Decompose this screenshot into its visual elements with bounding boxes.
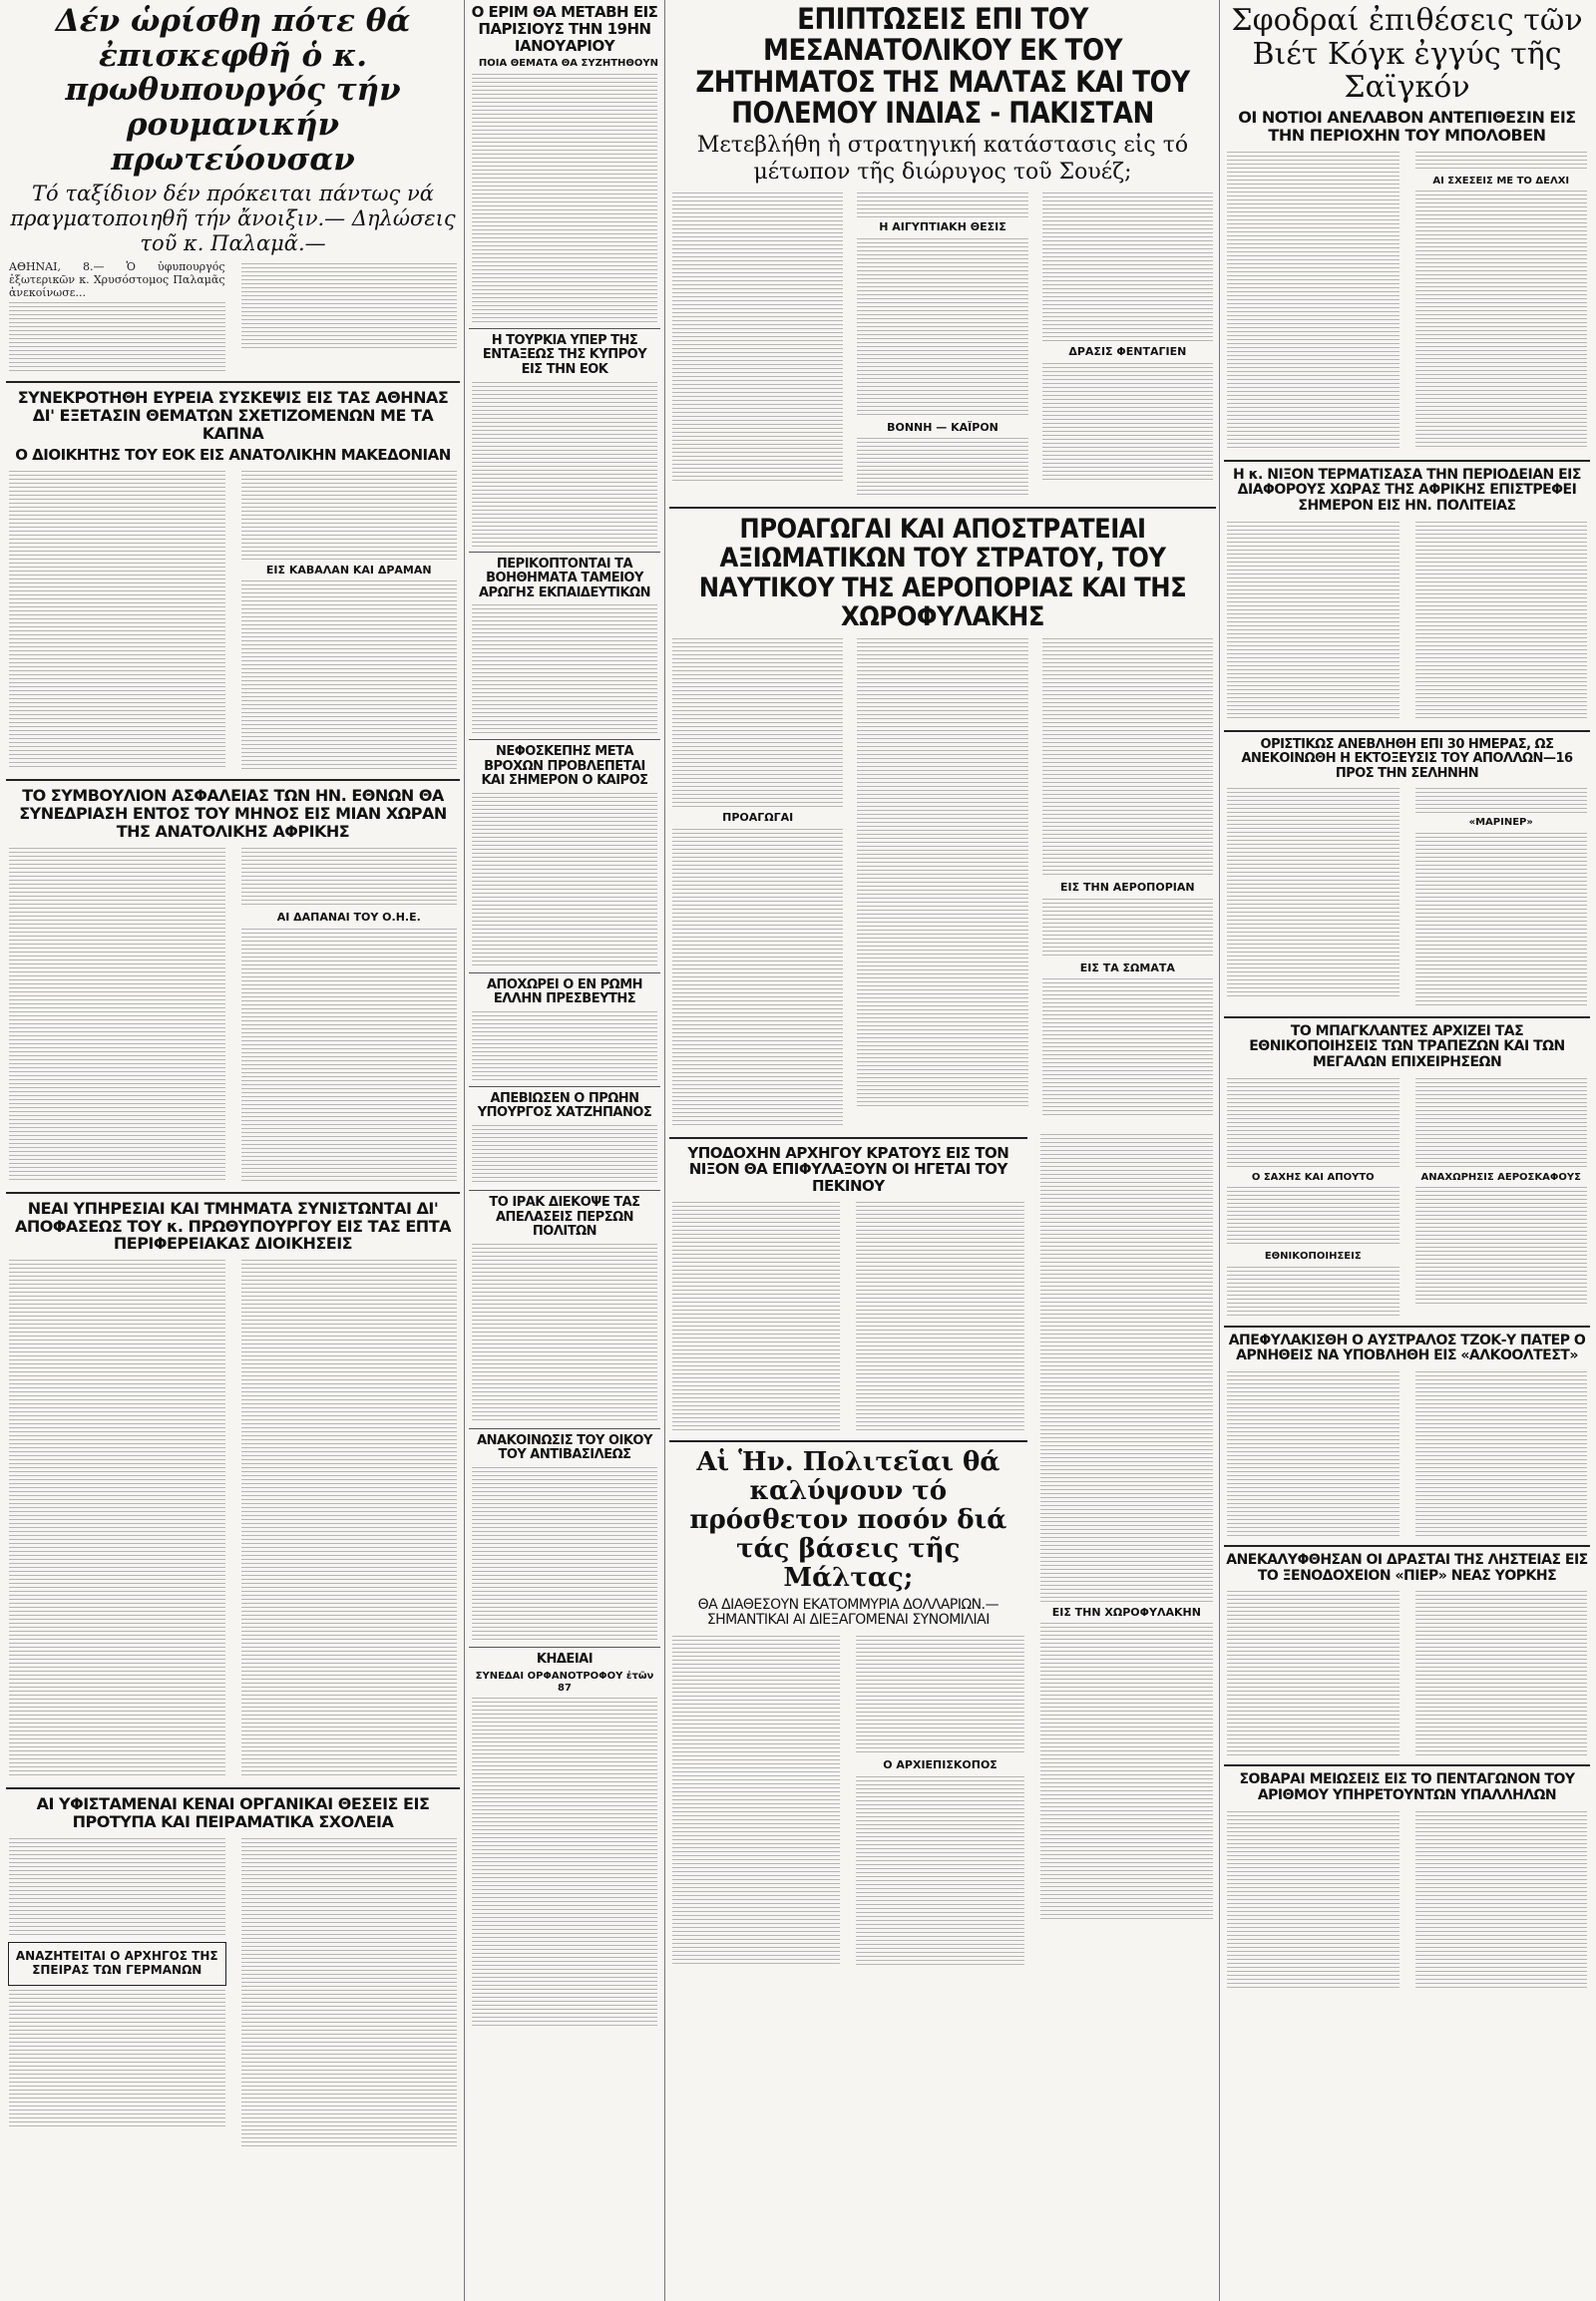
text-block	[1040, 1623, 1213, 1922]
divider	[1224, 1326, 1590, 1328]
headline-iraq: ΤΟ ΙΡΑΚ ΔΙΕΚΟΨΕ ΤΑΣ ΑΠΕΛΑΣΕΙΣ ΠΕΡΣΩΝ ΠΟΛΙΤΩΝ	[489, 1195, 640, 1240]
text-block	[1227, 1187, 1399, 1247]
divider	[669, 507, 1216, 509]
subheadline-malta-bases: ΘΑ ΔΙΑΘΕΣΟΥΝ ΕΚΑΤΟΜΜΥΡΙΑ ΔΟΛΛΑΡΙΩΝ.—ΣΗΜΑΝΤΙΚΑΙ ΑΙ ΔΙΕΞΑΓΟΜΕΝΑΙ ΣΥΝΟΜΙΛΙΑΙ	[697, 1596, 999, 1629]
subheadline-tobacco: Ο ΔΙΟΙΚΗΤΗΣ ΤΟΥ ΕΟΚ ΕΙΣ ΑΝΑΤΟΛΙΚΗΝ ΜΑΚΕΔΟΝΙΑΝ	[15, 445, 451, 464]
divider	[6, 1787, 460, 1789]
boxed-story	[8, 1942, 226, 1986]
headline-promotions: ΠΡΟΑΓΩΓΑΙ ΚΑΙ ΑΠΟΣΤΡΑΤΕΙΑΙ ΑΞΙΩΜΑΤΙΚΩΝ ΤΟΥ ΣΤΡΑΤΟΥ, ΤΟΥ ΝΑΥΤΙΚΟΥ ΤΗΣ ΑΕΡΟΠΟΡΙΑΣ ΚΑΙ ΤΗΣ ΧΩΡΟΦΥΛΑΚΗΣ	[698, 514, 1187, 632]
text-block	[1415, 788, 1588, 813]
text-block	[1227, 522, 1399, 721]
text-block	[9, 848, 225, 1182]
headline-security-council: ΤΟ ΣΥΜΒΟΥΛΙΟΝ ΑΣΦΑΛΕΙΑΣ ΤΩΝ ΗΝ. ΕΘΝΩΝ ΘΑ ΣΥΝΕΔΡΙΑΣΗ ΕΝΤΟΣ ΤΟΥ ΜΗΝΟΣ ΕΙΣ ΜΙΑΝ ΧΩΡΑΝ ΤΗΣ ΑΝΑΤΟΛΙΚΗΣ ΑΦΡΙΚΗΣ	[19, 786, 447, 842]
text-block	[9, 1990, 225, 2129]
subheadline-palamas: Τό ταξίδιον δέν πρόκειται πάντως νά πραγματοποιηθῆ τήν ἄνοιξιν.— Δηλώσεις τοῦ κ. Παλαμᾶ.—	[10, 181, 456, 255]
kicker-bonn-cairo: ΒΟΝΝΗ — ΚΑΪΡΟΝ	[887, 420, 998, 434]
divider	[469, 1190, 660, 1191]
text-block	[672, 1636, 840, 1965]
text-block	[1415, 1371, 1588, 1536]
text-block	[1227, 1811, 1399, 1991]
text-block	[1227, 1267, 1399, 1317]
headline-vietcong: Σφοδραί ἐπιθέσεις τῶν Βιέτ Κόγκ ἐγγύς τῆς Σαϊγκόν	[1231, 3, 1583, 106]
text-block	[1227, 788, 1399, 997]
kicker-gendarmerie: ΕΙΣ ΤΗΝ ΧΩΡΟΦΥΛΑΚΗΝ	[1051, 1605, 1201, 1619]
text-block	[672, 1202, 840, 1431]
text-block	[241, 263, 458, 348]
kicker-erim: ΠΟΙΑ ΘΕΜΑΤΑ ΘΑ ΣΥΖΗΤΗΘΟΥΝ	[478, 58, 658, 70]
kicker-funerals: ΣΥΝΕΔΑΙ ΟΡΦΑΝΟΤΡΟΦΟΥ ἐτῶν 87	[475, 1671, 654, 1694]
headline-new-services: ΝΕΑΙ ΥΠΗΡΕΣΙΑΙ ΚΑΙ ΤΜΗΜΑΤΑ ΣΥΝΙΣΤΩΝΤΑΙ ΔΙ' ΑΠΟΦΑΣΕΩΣ ΤΟΥ κ. ΠΡΩΘΥΠΟΥΡΓΟΥ ΕΙΣ ΤΑΣ ΕΠΤΑ ΠΕΡΙΦΕΡΕΙΑΚΑΣ ΔΙΟΙΚΗΣΕΙΣ	[15, 1198, 451, 1254]
kicker-shah: Ο ΣΑΧΗΣ ΚΑΙ ΑΠΟΥΤΟ	[1251, 1171, 1375, 1183]
column-2	[469, 0, 660, 2301]
headline-bangladesh: ΤΟ ΜΠΑΓΚΛΑΝΤΕΣ ΑΡΧΙΖΕΙ ΤΑΣ ΕΘΝΙΚΟΠΟΙΗΣΕΙΣ ΤΩΝ ΤΡΑΠΕΖΩΝ ΚΑΙ ΤΩΝ ΜΕΓΑΛΩΝ ΕΠΙΧΕΙΡΗΣΕΩΝ	[1249, 1022, 1565, 1071]
kicker-nationalizations: ΕΘΝΙΚΟΠΟΙΗΣΕΙΣ	[1264, 1251, 1362, 1263]
headline-weather: ΝΕΦΟΣΚΕΠΗΣ ΜΕΤΑ ΒΡΟΧΩΝ ΠΡΟΒΛΕΠΕΤΑΙ ΚΑΙ ΣΗΜΕΡΟΝ Ο ΚΑΙΡΟΣ	[481, 744, 648, 789]
text-block	[1415, 1811, 1588, 1991]
text-block	[472, 1011, 657, 1081]
text-block	[672, 829, 843, 1128]
kicker-mariner: «ΜΑΡΙΝΕΡ»	[1468, 817, 1533, 829]
text-block	[856, 1776, 1023, 1966]
divider	[469, 1428, 660, 1429]
divider	[1224, 460, 1590, 462]
text-block	[1042, 192, 1213, 342]
text-block	[856, 1202, 1023, 1431]
kicker-delhi: ΑΙ ΣΧΕΣΕΙΣ ΜΕ ΤΟ ΔΕΛΧΙ	[1432, 175, 1570, 187]
headline-hatzipanos: ΑΠΕΒΙΩΣΕΝ Ο ΠΡΩΗΝ ΥΠΟΥΡΓΟΣ ΧΑΤΖΗΠΑΝΟΣ	[477, 1090, 652, 1121]
divider	[669, 1137, 1027, 1139]
text-block	[672, 192, 843, 482]
text-block	[241, 848, 458, 908]
text-block	[857, 238, 1027, 418]
divider	[6, 381, 460, 383]
text-block	[1415, 152, 1588, 172]
divider	[469, 1647, 660, 1648]
kicker-air-force: ΕΙΣ ΤΗΝ ΑΕΡΟΠΟΡΙΑΝ	[1060, 880, 1195, 894]
headline-ambassador-rome: ΑΠΟΧΩΡΕΙ Ο ΕΝ ΡΩΜΗ ΕΛΛΗΝ ΠΡΕΣΒΕΥΤΗΣ	[486, 976, 643, 1007]
kicker-corps: ΕΙΣ ΤΑ ΣΩΜΑΤΑ	[1079, 960, 1175, 974]
divider	[469, 328, 660, 329]
headline-apollo: ΟΡΙΣΤΙΚΩΣ ΑΝΕΒΛΗΘΗ ΕΠΙ 30 ΗΜΕΡΑΣ, ΩΣ ΑΝΕΚΟΙΝΩΘΗ Η ΕΚΤΟΞΕΥΣΙΣ ΤΟΥ ΑΠΟΛΛΩΝ—16 ΠΡΟΣ ΤΗΝ ΣΕΛΗΝΗΝ	[1241, 736, 1573, 781]
text-block	[857, 638, 1027, 1107]
text-block	[1415, 1591, 1588, 1755]
text-block	[472, 1467, 657, 1642]
column-rule	[464, 0, 465, 2301]
headline-nixon-peking: ΥΠΟΔΟΧΗΝ ΑΡΧΗΓΟΥ ΚΡΑΤΟΥΣ ΕΙΣ ΤΟΝ ΝΙΞΟΝ ΘΑ ΕΠΙΦΥΛΑΞΟΥΝ ΟΙ ΗΓΕΤΑΙ ΤΟΥ ΠΕΚΙΝΟΥ	[687, 1143, 1009, 1196]
column-rule	[664, 0, 665, 2301]
divider	[469, 972, 660, 973]
kicker-un-expenses: ΑΙ ΔΑΠΑΝΑΙ ΤΟΥ Ο.Η.Ε.	[276, 911, 421, 925]
text-block	[9, 302, 225, 372]
text-block	[472, 382, 657, 547]
kicker-egypt: Η ΑΙΓΥΠΤΙΑΚΗ ΘΕΣΙΣ	[879, 220, 1006, 234]
headline-turkey-cyprus: Η ΤΟΥΡΚΙΑ ΥΠΕΡ ΤΗΣ ΕΝΤΑΞΕΩΣ ΤΗΣ ΚΥΠΡΟΥ ΕΙΣ ΤΗΝ ΕΟΚ	[482, 332, 647, 377]
text-block	[241, 580, 458, 770]
text-block	[472, 793, 657, 967]
column-3	[669, 0, 1216, 2301]
text-block	[9, 1260, 225, 1778]
text-block	[1227, 1371, 1399, 1536]
kicker-promotions: ΠΡΟΑΓΩΓΑΙ	[722, 810, 794, 824]
kicker-aircraft: ΑΝΑΧΩΡΗΣΙΣ ΑΕΡΟΣΚΑΦΟΥΣ	[1420, 1171, 1581, 1183]
column-4	[1224, 0, 1590, 2301]
divider	[6, 1192, 460, 1194]
text-block	[1042, 899, 1213, 959]
divider	[469, 739, 660, 740]
divider	[1224, 1764, 1590, 1766]
divider	[1224, 730, 1590, 732]
divider	[1224, 1545, 1590, 1547]
text-block	[1042, 978, 1213, 1118]
headline-german-gang: ΑΝΑΖΗΤΕΙΤΑΙ Ο ΑΡΧΗΓΟΣ ΤΗΣ ΣΠΕΙΡΑΣ ΤΩΝ ΓΕΡΜΑΝΩΝ	[15, 1949, 218, 1977]
text-block	[1415, 1078, 1588, 1168]
divider	[669, 1440, 1027, 1442]
headline-funerals: ΚΗΔΕΙΑΙ	[536, 1651, 594, 1667]
text-block	[1042, 638, 1213, 878]
headline-tobacco: ΣΥΝΕΚΡΟΤΗΘΗ ΕΥΡΕΙΑ ΣΥΣΚΕΨΙΣ ΕΙΣ ΤΑΣ ΑΘΗΝΑΣ ΔΙ' ΕΞΕΤΑΣΙΝ ΘΕΜΑΤΩΝ ΣΧΕΤΙΖΟΜΕΝΩΝ ΜΕ ΤΑ ΚΑΠΝΑ	[17, 388, 449, 443]
headline-hotel-pierre: ΑΝΕΚΑΛΥΦΘΗΣΑΝ ΟΙ ΔΡΑΣΤΑΙ ΤΗΣ ΛΗΣΤΕΙΑΣ ΕΙΣ ΤΟ ΞΕΝΟΔΟΧΕΙΟΝ «ΠΙΕΡ» ΝΕΑΣ ΥΟΡΚΗΣ	[1226, 1552, 1588, 1584]
lead-subheadline: Μετεβλήθη ἡ στρατηγική κατάστασις εἰς τό μέτωπον τῆς διώρυγος τοῦ Σουέζ;	[696, 133, 1189, 185]
kicker-fedayeen: ΔΡΑΣΙΣ ΦΕΝΤΑΓΙΕΝ	[1068, 345, 1187, 359]
dateline-palamas: ΑΘΗΝΑΙ, 8.— Ὁ ὑφυπουργός ἐξωτερικῶν κ. Χρυσόστομος Παλαμᾶς ἀνεκοίνωσε...	[9, 260, 225, 300]
headline-teacher-fund: ΠΕΡΙΚΟΠΤΟΝΤΑΙ ΤΑ ΒΟΗΘΗΜΑΤΑ ΤΑΜΕΙΟΥ ΑΡΩΓΗΣ ΕΚΠΑΙΔΕΥΤΙΚΩΝ	[478, 556, 650, 600]
text-block	[472, 1125, 657, 1185]
text-block	[1042, 363, 1213, 483]
kicker-kavala: ΕΙΣ ΚΑΒΑΛΑΝ ΚΑΙ ΔΡΑΜΑΝ	[265, 563, 432, 576]
column-1	[6, 0, 460, 2301]
text-block	[472, 604, 657, 734]
headline-jesuit: ΑΠΕΦΥΛΑΚΙΣΘΗ Ο ΑΥΣΤΡΑΛΟΣ ΤΖΟΚ-Υ ΠΑΤΕΡ Ο ΑΡΝΗΘΕΙΣ ΝΑ ΥΠΟΒΛΗΘΗ ΕΙΣ «ΑΛΚΟΟΛΤΕΣΤ»	[1228, 1332, 1586, 1364]
text-block	[241, 1260, 458, 1778]
divider	[469, 552, 660, 553]
headline-pentagon: ΣΟΒΑΡΑΙ ΜΕΙΩΣΕΙΣ ΕΙΣ ΤΟ ΠΕΝΤΑΓΩΝΟΝ ΤΟΥ ΑΡΙΘΜΟΥ ΥΠΗΡΕΤΟΥΝΤΩΝ ΥΠΑΛΛΗΛΩΝ	[1239, 1771, 1575, 1804]
subheadline-vietcong: ΟΙ ΝΟΤΙΟΙ ΑΝΕΛΑΒΟΝ ΑΝΤΕΠΙΘΕΣΙΝ ΕΙΣ ΤΗΝ ΠΕΡΙΟΧΗΝ ΤΟΥ ΜΠΟΛΟΒΕΝ	[1238, 107, 1576, 145]
divider	[469, 1086, 660, 1087]
text-block	[472, 74, 657, 323]
text-block	[241, 929, 458, 1183]
text-block	[1415, 191, 1588, 450]
divider	[1224, 1016, 1590, 1018]
lead-headline-malta: ΕΠΙΠΤΩΣΕΙΣ ΕΠΙ ΤΟΥ ΜΕΣΑΝΑΤΟΛΙΚΟΥ ΕΚ ΤΟΥ ΖΗΤΗΜΑΤΟΣ ΤΗΣ ΜΑΛΤΑΣ ΚΑΙ ΤΟΥ ΠΟΛΕΜΟΥ ΙΝΔΙΑΣ - ΠΑΚΙΣΤΑΝ	[695, 2, 1190, 130]
text-block	[1227, 1078, 1399, 1168]
divider	[6, 779, 460, 781]
headline-erim: Ο ΕΡΙΜ ΘΑ ΜΕΤΑΒΗ ΕΙΣ ΠΑΡΙΣΙΟΥΣ ΤΗΝ 19ΗΝ ΙΑΝΟΥΑΡΙΟΥ	[471, 3, 658, 55]
text-block	[1415, 522, 1588, 721]
headline-nixon-africa: Η κ. ΝΙΞΟΝ ΤΕΡΜΑΤΙΣΑΣΑ ΤΗΝ ΠΕΡΙΟΔΕΙΑΝ ΕΙΣ ΔΙΑΦΟΡΟΥΣ ΧΩΡΑΣ ΤΗΣ ΑΦΡΙΚΗΣ ΕΠΙΣΤΡΕΦΕΙ ΣΗΜΕΡΟΝ ΕΙΣ ΗΝ. ΠΟΛΙΤΕΙΑΣ	[1233, 466, 1581, 514]
text-block	[1227, 152, 1399, 451]
text-block	[241, 471, 458, 561]
text-block	[9, 471, 225, 770]
headline-palamas: Δέν ὡρίσθη πότε θά ἐπισκεφθῆ ὁ κ. πρωθυπουργός τήν ρουμανικήν πρωτεύουσαν	[55, 3, 411, 178]
text-block	[857, 438, 1027, 498]
kicker-archbishop: Ο ΑΡΧΙΕΠΙΣΚΟΠΟΣ	[883, 1757, 998, 1771]
text-block	[9, 1838, 225, 1938]
text-block	[856, 1636, 1023, 1755]
headline-malta-bases: Αἱ Ἡν. Πολιτεῖαι θά καλύψουν τό πρόσθετον ποσόν διά τάς βάσεις τῆς Μάλτας;	[689, 1446, 1007, 1594]
text-block	[1040, 1134, 1213, 1603]
text-block	[1227, 1591, 1399, 1755]
headline-regent: ΑΝΑΚΟΙΝΩΣΙΣ ΤΟΥ ΟΙΚΟΥ ΤΟΥ ΑΝΤΙΒΑΣΙΛΕΩΣ	[477, 1432, 652, 1463]
text-block	[472, 1244, 657, 1423]
text-block	[472, 1698, 657, 2027]
column-rule	[1219, 0, 1220, 2301]
text-block	[672, 638, 843, 808]
text-block	[1415, 1187, 1588, 1307]
text-block	[857, 192, 1027, 217]
text-block	[1415, 833, 1588, 1007]
headline-school-positions: ΑΙ ΥΦΙΣΤΑΜΕΝΑΙ ΚΕΝΑΙ ΟΡΓΑΝΙΚΑΙ ΘΕΣΕΙΣ ΕΙΣ ΠΡΟΤΥΠΑ ΚΑΙ ΠΕΙΡΑΜΑΤΙΚΑ ΣΧΟΛΕΙΑ	[36, 1794, 430, 1832]
text-block	[241, 1838, 458, 2147]
